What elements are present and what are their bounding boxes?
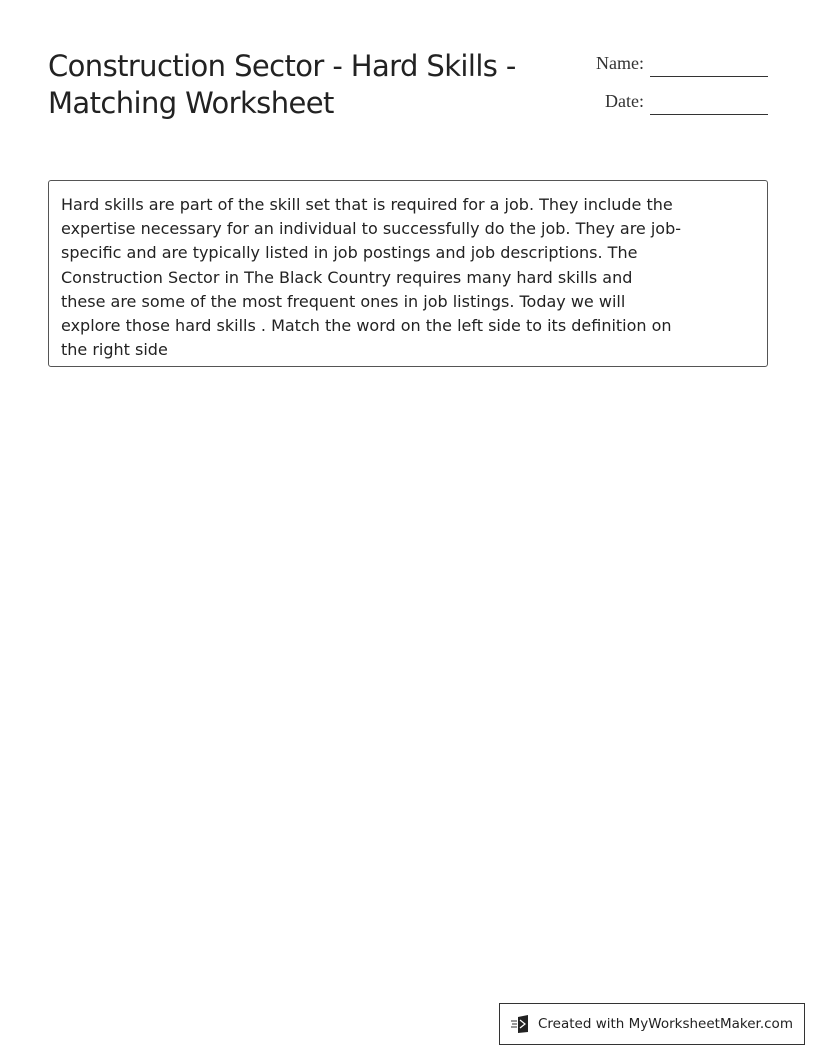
instructions-line: the right side	[61, 340, 168, 360]
instructions-line: explore those hard skills . Match the word on the left side to its definition on	[61, 316, 672, 336]
page-title: Construction Sector - Hard Skills - Matching Worksheet	[48, 49, 516, 120]
date-label: Date:	[605, 91, 644, 111]
instructions-line: expertise necessary for an individual to successfully do the job. They are job-	[61, 219, 682, 239]
footer-credit[interactable]	[499, 1003, 805, 1045]
date-input-line[interactable]	[650, 114, 768, 115]
instructions-box	[48, 180, 768, 367]
name-label: Name:	[596, 53, 644, 73]
instructions-line: specific and are typically listed in job postings and job descriptions. The	[61, 243, 638, 263]
instructions-line: Construction Sector in The Black Country requires many hard skills and	[61, 267, 633, 287]
footer-text: Created with MyWorksheetMaker.com	[538, 1016, 793, 1032]
name-input-line[interactable]	[650, 76, 768, 77]
instructions-line: these are some of the most frequent ones in job listings. Today we will	[61, 291, 626, 311]
instructions-line: Hard skills are part of the skill set that is required for a job. They include the	[61, 195, 673, 214]
worksheet-maker-logo-icon	[510, 1014, 532, 1034]
